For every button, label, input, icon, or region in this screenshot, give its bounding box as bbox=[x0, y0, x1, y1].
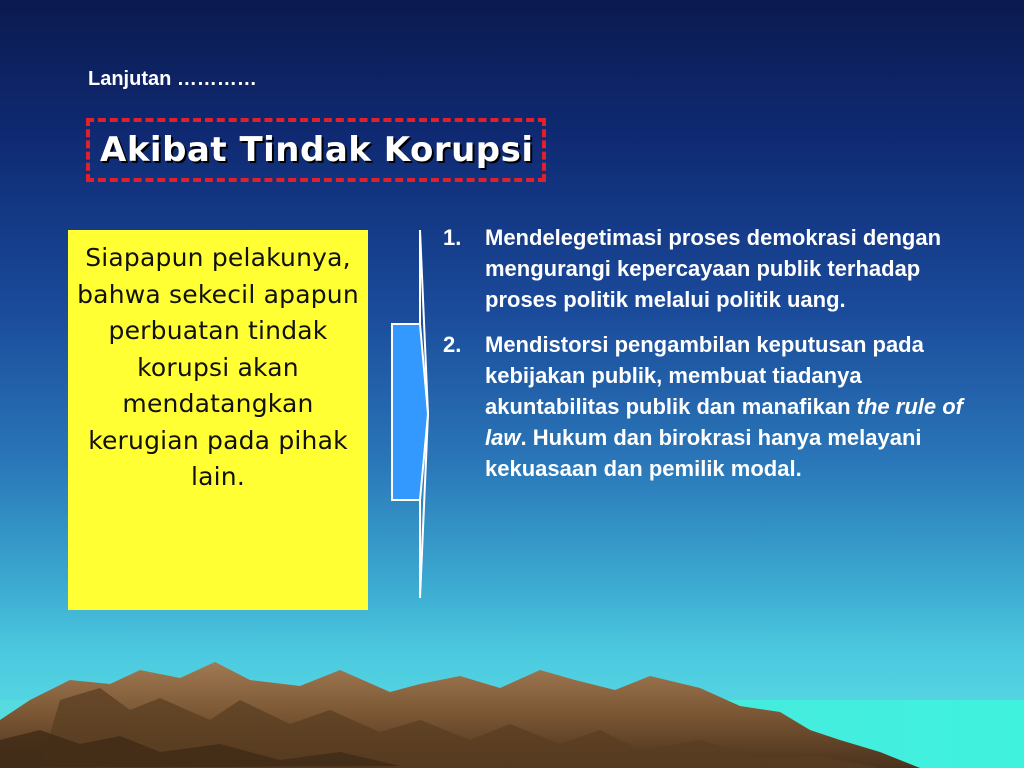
list-text: Mendelegetimasi proses demokrasi dengan mengurangi kepercayaan publik terhadap proses politik melalui politik uang. bbox=[485, 225, 942, 312]
list-text-italic: the rule of law bbox=[485, 394, 963, 450]
mountains-decoration bbox=[0, 640, 1024, 768]
list-number: 1. bbox=[443, 225, 462, 250]
list-number: 2. bbox=[443, 332, 462, 357]
callout-text: Siapapun pelakunya, bahwa sekecil apapun perbuatan tindak korupsi akan mendatangkan kerugian pada pihak lain. bbox=[77, 243, 359, 491]
callout-box bbox=[68, 230, 368, 610]
slide-subtitle: Lanjutan ………… bbox=[88, 68, 257, 90]
title-box bbox=[86, 118, 546, 182]
list-text-part: . Hukum dan birokrasi hanya melayani kekuasaan dan pemilik modal. bbox=[485, 425, 922, 481]
consequence-list bbox=[443, 222, 983, 498]
list-text-part: Mendistorsi pengambilan keputusan pada kebijakan publik, membuat tiadanya akuntabilitas publik dan manafikan bbox=[485, 332, 924, 419]
right-arrow-icon bbox=[388, 228, 436, 600]
list-item bbox=[443, 222, 983, 315]
slide-title: Akibat Tindak Korupsi bbox=[100, 130, 534, 170]
list-text bbox=[485, 329, 983, 484]
list-item bbox=[443, 329, 983, 484]
